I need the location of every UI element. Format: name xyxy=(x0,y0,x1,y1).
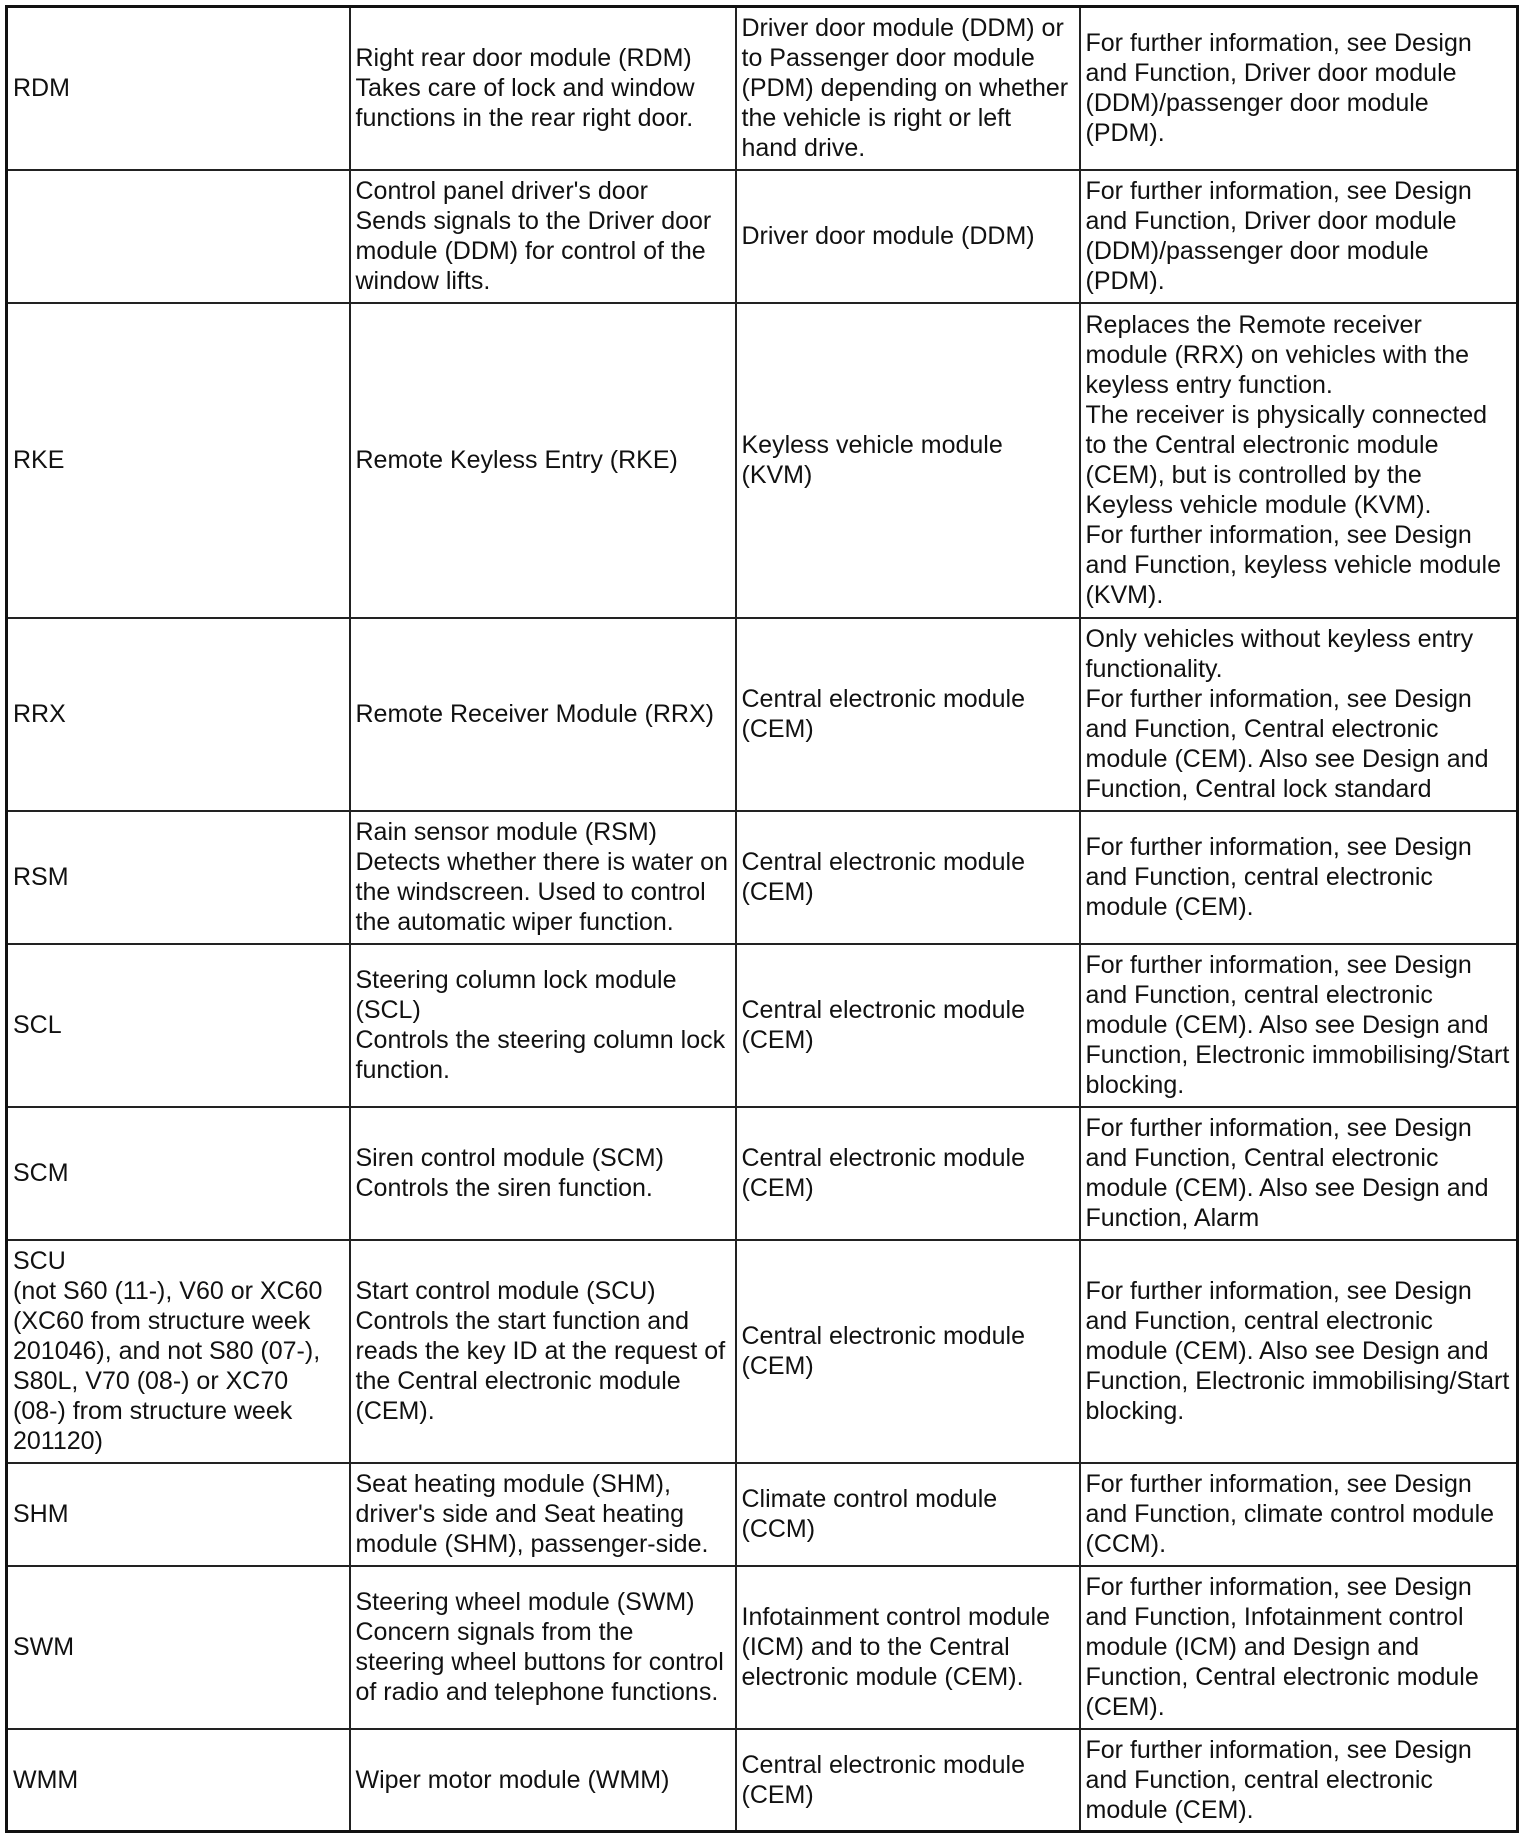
cell-text: RKE xyxy=(13,446,65,474)
cell-text: For further information, see Design and Function, climate control module (CCM). xyxy=(1085,1470,1495,1558)
cell-text: SHM xyxy=(13,1500,69,1528)
module-info xyxy=(1080,1107,1518,1240)
module-info xyxy=(1080,1729,1518,1832)
cell-text: Control panel driver's door Sends signals to the Driver door module (DDM) for control of the window lifts. xyxy=(355,177,712,295)
table-row xyxy=(7,1566,1518,1729)
module-table xyxy=(5,5,1519,1833)
cell-text: Keyless vehicle module (KVM) xyxy=(741,431,1003,489)
cell-text: Central electronic module (CEM) xyxy=(741,1144,1025,1202)
cell-text: RSM xyxy=(13,863,69,891)
cell-text: SWM xyxy=(13,1633,75,1661)
cell-text: Right rear door module (RDM) Takes care of lock and window functions in the rear right door. xyxy=(355,44,695,133)
cell-text: Only vehicles without keyless entry functionality. For further information, see Design and Function, Central electronic module (CEM). Also see Design and Function, Central lock standard xyxy=(1085,625,1489,803)
cell-text: For further information, see Design and Function, Central electronic module (CEM). Also see Design and Function, Alarm xyxy=(1085,1114,1489,1232)
cell-text: Central electronic module (CEM) xyxy=(741,996,1025,1054)
table-row xyxy=(7,1107,1518,1240)
module-abbreviation xyxy=(7,1240,350,1463)
cell-text: For further information, see Design and Function, Infotainment control module (ICM) and Design and Function, Central electronic module (CEM). xyxy=(1085,1573,1479,1721)
table-row xyxy=(7,1463,1518,1566)
table-row xyxy=(7,1729,1518,1832)
module-abbreviation xyxy=(7,811,350,944)
table-row xyxy=(7,618,1518,811)
table-row xyxy=(7,7,1518,170)
module-info xyxy=(1080,811,1518,944)
cell-text: Steering column lock module (SCL) Controls the steering column lock function. xyxy=(355,966,726,1084)
cell-text: For further information, see Design and Function, Driver door module (DDM)/passenger door module (PDM). xyxy=(1085,177,1472,295)
module-info xyxy=(1080,303,1518,618)
module-description xyxy=(350,1729,736,1832)
table-row xyxy=(7,811,1518,944)
table-row xyxy=(7,944,1518,1107)
module-abbreviation xyxy=(7,1463,350,1566)
table-row xyxy=(7,1240,1518,1463)
module-info xyxy=(1080,7,1518,170)
cell-text: Driver door module (DDM) or to Passenger door module (PDM) depending on whether the vehicle is right or left hand drive. xyxy=(741,14,1069,163)
cell-text: For further information, see Design and Function, central electronic module (CEM). xyxy=(1085,1735,1472,1824)
cell-text: Siren control module (SCM) Controls the siren function. xyxy=(355,1144,664,1202)
cell-text: Replaces the Remote receiver module (RRX) on vehicles with the keyless entry function. The receiver is physically connected to the Central electronic module (CEM), but is controlled by the Keyless vehicle module (KVM). For further information, see Design and Function, keyless vehicle module (KVM). xyxy=(1085,311,1502,609)
cell-text: Central electronic module (CEM) xyxy=(741,1322,1025,1380)
module-abbreviation xyxy=(7,618,350,811)
module-info xyxy=(1080,1240,1518,1463)
module-description xyxy=(350,1566,736,1729)
table-row xyxy=(7,170,1518,303)
module-connected-to xyxy=(736,7,1080,170)
cell-text: Central electronic module (CEM) xyxy=(741,685,1025,743)
module-description xyxy=(350,944,736,1107)
module-connected-to xyxy=(736,811,1080,944)
module-info xyxy=(1080,1566,1518,1729)
cell-text: Remote Receiver Module (RRX) xyxy=(355,700,714,728)
module-connected-to xyxy=(736,1240,1080,1463)
module-connected-to xyxy=(736,1463,1080,1566)
cell-text: Steering wheel module (SWM) Concern signals from the steering wheel buttons for control of radio and telephone functions. xyxy=(355,1588,724,1706)
cell-text: Infotainment control module (ICM) and to the Central electronic module (CEM). xyxy=(741,1603,1051,1691)
module-connected-to xyxy=(736,170,1080,303)
module-abbreviation xyxy=(7,7,350,170)
module-abbreviation xyxy=(7,303,350,618)
module-description xyxy=(350,170,736,303)
cell-text: Climate control module (CCM) xyxy=(741,1485,998,1543)
module-connected-to xyxy=(736,303,1080,618)
module-abbreviation xyxy=(7,944,350,1107)
cell-text: Central electronic module (CEM) xyxy=(741,848,1025,906)
module-abbreviation xyxy=(7,170,350,303)
cell-text: RDM xyxy=(13,74,70,103)
cell-text: Driver door module (DDM) xyxy=(741,222,1035,250)
cell-text: Start control module (SCU) Controls the start function and reads the key ID at the request of the Central electronic module (CEM). xyxy=(355,1277,726,1425)
module-info xyxy=(1080,944,1518,1107)
cell-text: SCL xyxy=(13,1011,62,1039)
module-description xyxy=(350,1107,736,1240)
module-abbreviation xyxy=(7,1107,350,1240)
cell-text: For further information, see Design and Function, Driver door module (DDM)/passenger door module (PDM). xyxy=(1085,29,1472,148)
cell-text: For further information, see Design and Function, central electronic module (CEM). Also see Design and Function, Electronic immobilising/Start blocking. xyxy=(1085,1277,1510,1425)
cell-text: Remote Keyless Entry (RKE) xyxy=(355,446,678,474)
cell-text: WMM xyxy=(13,1765,79,1794)
cell-text: Central electronic module (CEM) xyxy=(741,1750,1025,1809)
module-connected-to xyxy=(736,944,1080,1107)
module-description xyxy=(350,1240,736,1463)
module-connected-to xyxy=(736,618,1080,811)
module-info xyxy=(1080,618,1518,811)
cell-text: For further information, see Design and Function, central electronic module (CEM). Also see Design and Function, Electronic immobilising/Start blocking. xyxy=(1085,951,1510,1099)
module-connected-to xyxy=(736,1107,1080,1240)
module-info xyxy=(1080,170,1518,303)
table-row xyxy=(7,303,1518,618)
cell-text: RRX xyxy=(13,700,66,728)
cell-text: SCU (not S60 (11-), V60 or XC60 (XC60 from structure week 201046), and not S80 (07-), S80L, V70 (08-) or XC70 (08-) from structure week 201120) xyxy=(13,1247,323,1455)
cell-text: Seat heating module (SHM), driver's side and Seat heating module (SHM), passenger-side. xyxy=(355,1470,709,1558)
module-connected-to xyxy=(736,1729,1080,1832)
module-description xyxy=(350,7,736,170)
module-description xyxy=(350,811,736,944)
module-connected-to xyxy=(736,1566,1080,1729)
module-info xyxy=(1080,1463,1518,1566)
module-abbreviation xyxy=(7,1729,350,1832)
module-description xyxy=(350,618,736,811)
cell-text: Rain sensor module (RSM) Detects whether there is water on the windscreen. Used to control the automatic wiper function. xyxy=(355,818,728,936)
module-description xyxy=(350,303,736,618)
cell-text: Wiper motor module (WMM) xyxy=(355,1765,670,1794)
module-abbreviation xyxy=(7,1566,350,1729)
cell-text: For further information, see Design and Function, central electronic module (CEM). xyxy=(1085,833,1472,921)
module-description xyxy=(350,1463,736,1566)
cell-text: SCM xyxy=(13,1159,69,1187)
